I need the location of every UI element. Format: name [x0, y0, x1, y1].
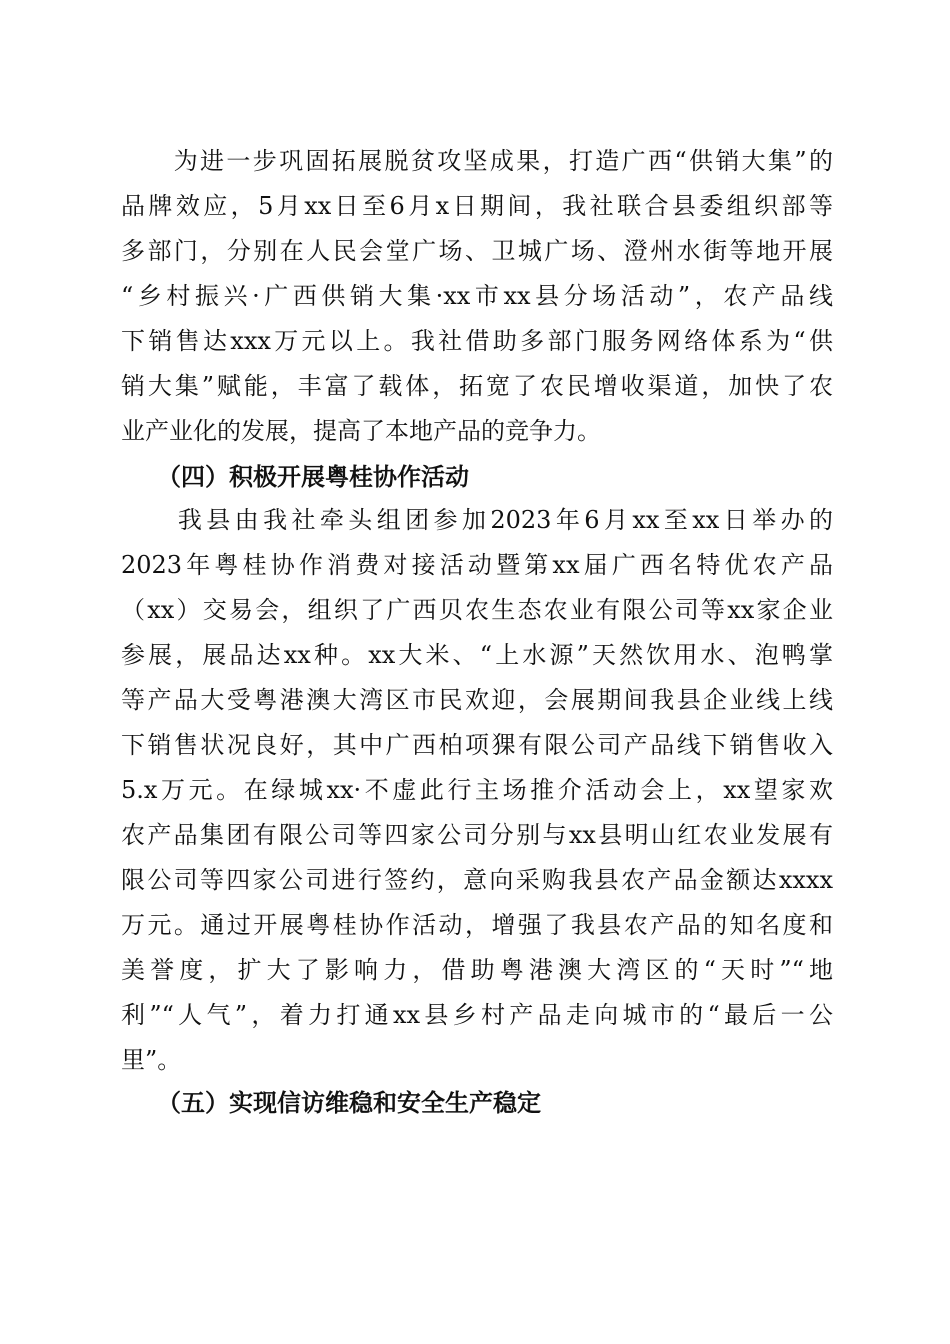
paragraph-line: 万元。通过开展粤桂协作活动，增强了我县农产品的知名度和: [121, 911, 833, 939]
paragraph-line: 业产业化的发展，提高了本地产品的竞争力。: [121, 417, 601, 445]
heading-yuegui-cooperation: （四）积极开展粤桂协作活动: [121, 462, 469, 491]
paragraph-line: “乡村振兴·广西供销大集·xx市xx县分场活动”，农产品线: [121, 282, 833, 310]
section-heading-5: [121, 1080, 833, 1125]
section-heading-4: [121, 454, 833, 499]
paragraph-line: 销大集”赋能，丰富了载体，拓宽了农民增收渠道，加快了农: [121, 372, 833, 400]
paragraph-gongxiao-daji: [121, 139, 833, 454]
paragraph-line: 下销售达xxx万元以上。我社借助多部门服务网络体系为“供: [121, 327, 833, 355]
paragraph-line: 利”“人气”，着力打通xx县乡村产品走向城市的“最后一公: [121, 1001, 833, 1029]
paragraph-line: 我县由我社牵头组团参加2023年6月xx至xx日举办的: [121, 506, 833, 534]
paragraph-line: 5.x万元。在绿城xx·不虚此行主场推介活动会上，xx望家欢: [121, 776, 833, 804]
paragraph-line: 品牌效应，5月xx日至6月x日期间，我社联合县委组织部等: [121, 192, 833, 220]
paragraph-line: 里”。: [121, 1046, 182, 1074]
paragraph-line: 限公司等四家公司进行签约，意向采购我县农产品金额达xxxx: [121, 866, 833, 894]
paragraph-line: 农产品集团有限公司等四家公司分别与xx县明山红农业发展有: [121, 821, 833, 849]
paragraph-line: 美誉度，扩大了影响力，借助粤港澳大湾区的“天时”“地: [121, 956, 833, 984]
paragraph-line: 为进一步巩固拓展脱贫攻坚成果，打造广西“供销大集”的: [121, 147, 833, 175]
paragraph-line: 多部门，分别在人民会堂广场、卫城广场、澄州水街等地开展: [121, 237, 833, 265]
paragraph-line: 等产品大受粤港澳大湾区市民欢迎，会展期间我县企业线上线: [121, 686, 833, 714]
heading-stability: （五）实现信访维稳和安全生产稳定: [121, 1088, 541, 1117]
paragraph-line: 下销售状况良好，其中广西柏项猓有限公司产品线下销售收入: [121, 731, 833, 759]
paragraph-line: （xx）交易会，组织了广西贝农生态农业有限公司等xx家企业: [121, 596, 833, 624]
paragraph-yuegui-cooperation: [121, 498, 833, 1083]
paragraph-line: 参展，展品达xx种。xx大米、“上水源”天然饮用水、泡鸭掌: [121, 641, 833, 669]
paragraph-line: 2023年粤桂协作消费对接活动暨第xx届广西名特优农产品: [121, 551, 833, 579]
